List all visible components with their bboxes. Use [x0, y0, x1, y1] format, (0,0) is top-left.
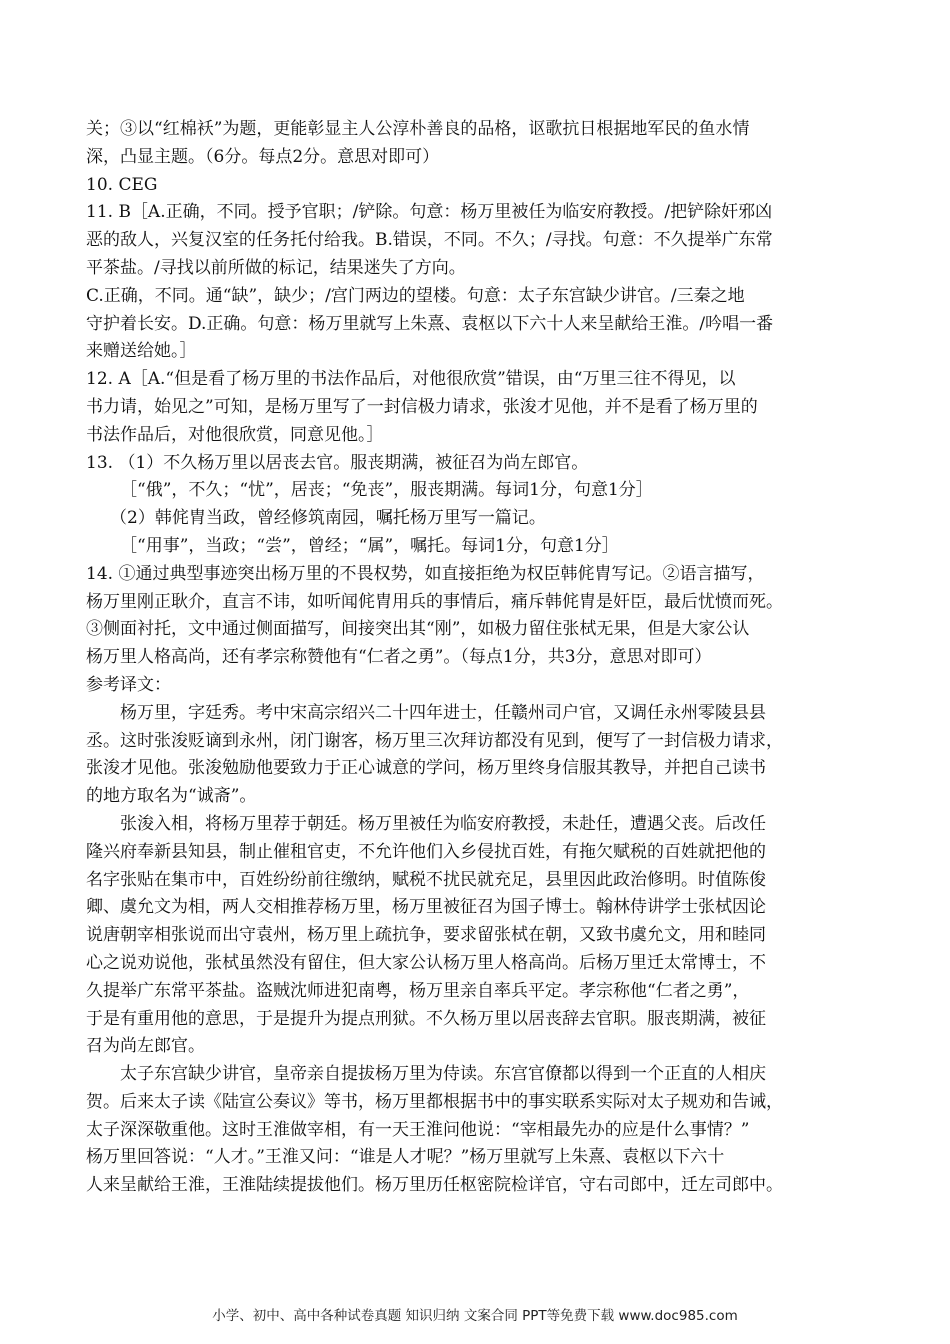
text-line: 13. （1）不久杨万里以居丧去官。服丧期满，被征召为尚左郎官。	[86, 452, 589, 473]
text-line: 杨万里，字廷秀。考中宋高宗绍兴二十四年进士，任赣州司户官，又调任永州零陵县县	[120, 702, 766, 723]
text-line: 深，凸显主题。（6分。每点2分。意思对即可）	[86, 146, 440, 167]
text-line: 10. CEG	[86, 174, 158, 195]
text-line: （2）韩侂胄当政，曾经修筑南园，嘱托杨万里写一篇记。	[110, 508, 546, 529]
text-line: 名字张贴在集市中，百姓纷纷前往缴纳，赋税不扰民就充足，县里因此政治修明。时值陈俊	[86, 869, 766, 890]
text-line: 14. ①通过典型事迹突出杨万里的不畏权势，如直接拒绝为权臣韩侂胄写记。②语言描写，	[86, 563, 765, 584]
text-line: 心之说劝说他，张栻虽然没有留住，但大家公认杨万里人格高尚。后杨万里迁太常博士，不	[86, 952, 766, 973]
text-line: 人来呈献给王淮，王淮陆续提拔他们。杨万里历任枢密院检详官，守右司郎中，迁左司郎中。	[86, 1175, 783, 1196]
text-line: 恶的敌人，兴复汉室的任务托付给我。B.错误，不同。不久；/寻找。句意：不久提举广东常	[86, 230, 773, 251]
text-line: 平茶盐。/寻找以前所做的标记，结果迷失了方向。	[86, 257, 466, 278]
text-line: 书法作品后，对他很欣赏，同意见他。］	[86, 424, 384, 445]
text-line: C.正确，不同。通“缺”，缺少；/宫门两边的望楼。句意：太子东宫缺少讲官。/三秦之地	[86, 285, 745, 306]
text-line: 的地方取名为“诚斋”。	[86, 786, 257, 807]
text-line: 隆兴府奉新县知县，制止催租官吏，不允许他们入乡侵扰百姓，有拖欠赋税的百姓就把他的	[86, 841, 766, 862]
text-line: 杨万里回答说：“人才。”王淮又问：“谁是人才呢？”杨万里就写上朱熹、袁枢以下六十	[86, 1147, 725, 1168]
text-line: 说唐朝宰相张说而出守袁州，杨万里上疏抗争，要求留张栻在朝，又致书虞允文，用和睦同	[86, 925, 766, 946]
text-line: 卿、虞允文为相，两人交相推荐杨万里，杨万里被征召为国子博士。翰林侍讲学士张栻因论	[86, 897, 766, 918]
text-line: 久提举广东常平茶盐。盗贼沈师进犯南粤，杨万里亲自率兵平定。孝宗称他“仁者之勇”，	[86, 980, 750, 1001]
text-line: 杨万里刚正耿介，直言不讳，如听闻侂胄用兵的事情后，痛斥韩侂胄是奸臣，最后忧愤而死。	[86, 591, 783, 612]
text-line: 守护着长安。D.正确。句意：杨万里就写上朱熹、袁枢以下六十人来呈献给王淮。/吟唱一番	[86, 313, 774, 334]
text-line: 张浚入相，将杨万里荐于朝廷。杨万里被任为临安府教授，未赴任，遭遇父丧。后改任	[120, 813, 766, 834]
text-line: 11. B［A.正确，不同。授予官职；/铲除。句意：杨万里被任为临安府教授。/把铲除奸邪凶	[86, 202, 773, 223]
text-line: 参考译文：	[86, 674, 171, 695]
text-line: ［“俄”，不久；“忧”，居丧；“免丧”，服丧期满。每词1分，句意1分］	[120, 480, 653, 501]
text-line: 贺。后来太子读《陆宣公奏议》等书，杨万里都根据书中的事实联系实际对太子规劝和告诫，	[86, 1091, 783, 1112]
text-line: 来赠送给她。］	[86, 341, 197, 362]
text-line: ③侧面衬托，文中通过侧面描写，间接突出其“刚”，如极力留住张栻无果，但是大家公认	[86, 619, 750, 640]
text-line: 张浚才见他。张浚勉励他要致力于正心诚意的学问，杨万里终身信服其教导，并把自己读书	[86, 758, 766, 779]
document-body	[86, 116, 866, 1200]
text-line: 12. A［A.“但是看了杨万里的书法作品后，对他很欣赏”错误，由“万里三往不得见，以	[86, 369, 736, 390]
text-line: 书力请，始见之”可知，是杨万里写了一封信极力请求，张浚才见他，并不是看了杨万里的	[86, 396, 758, 417]
text-line: 于是有重用他的意思，于是提升为提点刑狱。不久杨万里以居丧辞去官职。服丧期满，被征	[86, 1008, 766, 1029]
text-line: 关；③以“红棉袄”为题，更能彰显主人公淳朴善良的品格，讴歌抗日根据地军民的鱼水情	[86, 119, 750, 139]
text-line: ［“用事”，当政；“尝”，曾经；“属”，嘱托。每词1分，句意1分］	[120, 535, 619, 556]
text-line: 太子东宫缺少讲官，皇帝亲自提拔杨万里为侍读。东宫官僚都以得到一个正直的人相庆	[120, 1064, 766, 1085]
text-line: 丞。这时张浚贬谪到永州，闭门谢客，杨万里三次拜访都没有见到，便写了一封信极力请求，	[86, 730, 783, 751]
text-line: 太子深深敬重他。这时王淮做宰相，有一天王淮问他说：“宰相最先办的应是什么事情？”	[86, 1119, 750, 1140]
text-line: 召为尚左郎官。	[86, 1036, 205, 1057]
text-line: 杨万里人格高尚，还有孝宗称赞他有“仁者之勇”。（每点1分，共3分，意思对即可）	[86, 647, 712, 668]
page-footer: 小学、初中、高中各种试卷真题 知识归纳 文案合同 PPT等免费下载 www.doc985.com	[212, 1308, 738, 1324]
